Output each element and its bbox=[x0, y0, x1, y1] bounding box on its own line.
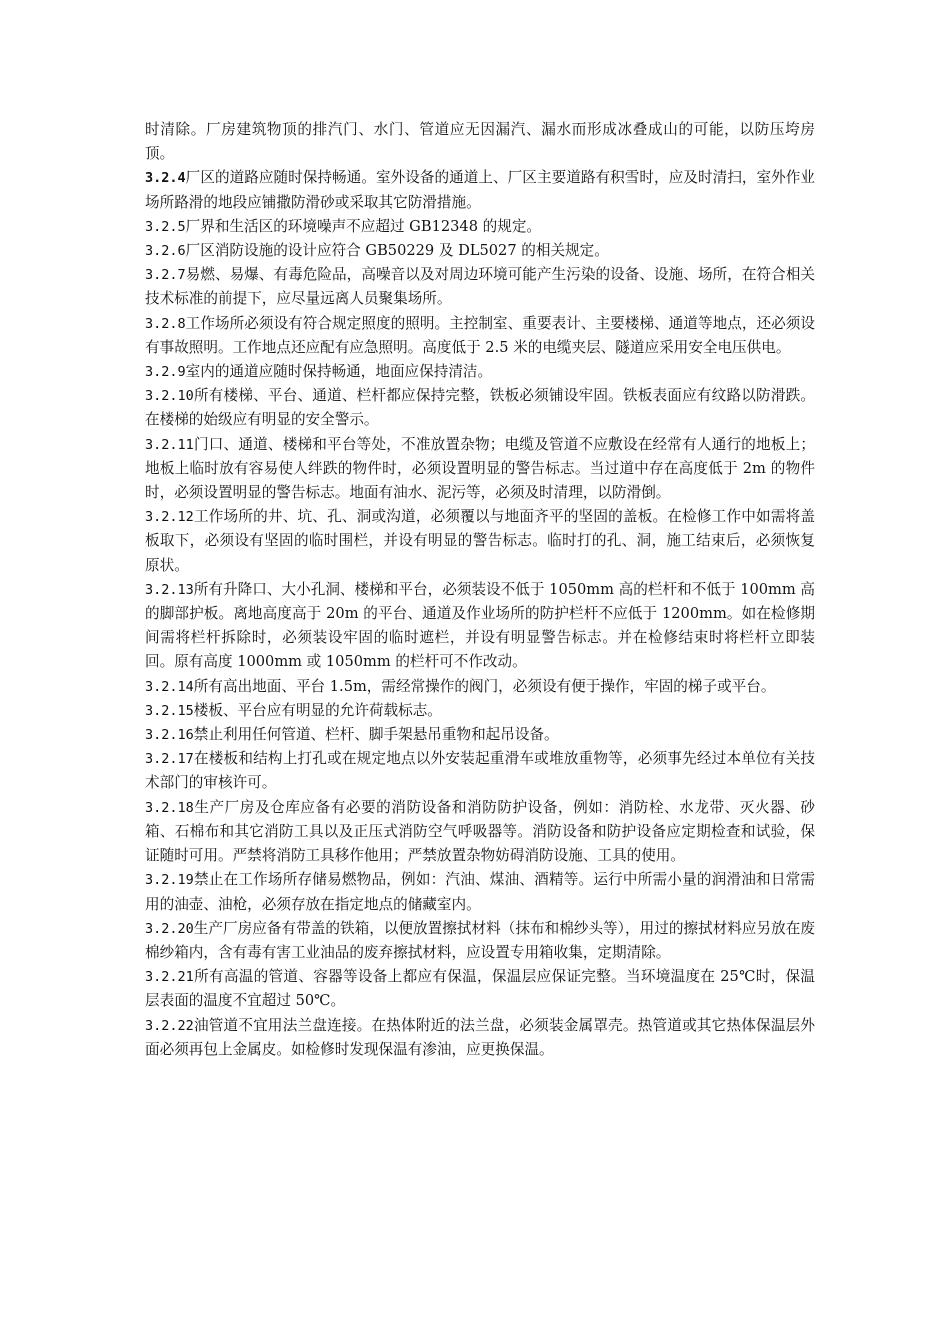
clause-text: 生产厂房应备有带盖的铁箱，以便放置擦拭材料（抹布和棉纱头等），用过的擦拭材料应另放在废棉纱箱内，含有毒有害工业油品的废弃擦拭材料，应设置专用箱收集，定期清除。 bbox=[145, 919, 815, 961]
clause-3-2-17 bbox=[145, 747, 815, 795]
clause-number: 3.2.6 bbox=[145, 243, 186, 260]
clause-number: 3.2.11 bbox=[145, 436, 194, 453]
clause-number: 3.2.10 bbox=[145, 388, 194, 405]
clause-text: 易燃、易爆、有毒危险品，高噪音以及对周边环境可能产生污染的设备、设施、场所，在符合相关技术标准的前提下，应尽量远离人员聚集场所。 bbox=[145, 266, 815, 308]
clause-3-2-13 bbox=[145, 578, 815, 675]
clause-text: 工作场所的井、坑、孔、洞或沟道，必须覆以与地面齐平的坚固的盖板。在检修工作中如需将盖板取下，必须设有坚固的临时围栏，并设有明显的警告标志。临时打的孔、洞，施工结束后，必须恢复原状。 bbox=[145, 508, 815, 574]
clause-number: 3.2.17 bbox=[145, 751, 194, 768]
clause-text: 在楼板和结构上打孔或在规定地点以外安装起重滑车或堆放重物等，必须事先经过本单位有关技术部门的审核许可。 bbox=[145, 750, 815, 792]
clause-number: 3.2.7 bbox=[145, 267, 186, 284]
clause-text: 油管道不宜用法兰盘连接。在热体附近的法兰盘，必须装金属罩壳。热管道或其它热体保温层外面必须再包上金属皮。如检修时发现保温有渗油，应更换保温。 bbox=[145, 1016, 815, 1058]
clause-number: 3.2.21 bbox=[145, 969, 194, 986]
clause-text: 厂区的道路应随时保持畅通。室外设备的通道上、厂区主要道路有积雪时，应及时清扫，室外作业场所路滑的地段应铺撒防滑砂或采取其它防滑措施。 bbox=[145, 169, 815, 211]
clause-text: 所有升降口、大小孔洞、楼梯和平台，必须装设不低于 1050mm 高的栏杆和不低于 100mm 高的脚部护板。离地高度高于 20m 的平台、通道及作业场所的防护栏杆不应低于 1200mm。如在检修期间需将栏杆拆除时，必须装设牢固的临时遮栏，并设有明显警告标志。并在检修结束时将栏杆立即装回。原有高度 1000mm 或 1050mm 的栏杆可不作改动。 bbox=[145, 580, 815, 671]
clause-text: 时清除。厂房建筑物顶的排汽门、水门、管道应无因漏汽、漏水而形成冰叠成山的可能，以防压垮房顶。 bbox=[145, 121, 815, 163]
clause-3-2-10 bbox=[145, 384, 815, 432]
clause-3-2-9 bbox=[145, 360, 815, 384]
clause-number: 3.2.14 bbox=[145, 678, 194, 695]
clause-number: 3.2.5 bbox=[145, 218, 186, 235]
clause-3-2-11 bbox=[145, 433, 815, 506]
clause-3-2-21 bbox=[145, 965, 815, 1013]
clause-text: 工作场所必须设有符合规定照度的照明。主控制室、重要表计、主要楼梯、通道等地点，还必须设有事故照明。工作地点还应配有应急照明。高度低于 2.5 米的电缆夹层、隧道应采用安全电压供电。 bbox=[145, 314, 815, 356]
clause-3-2-14 bbox=[145, 675, 815, 699]
clause-3-2-12 bbox=[145, 505, 815, 578]
clause-number: 3.2.9 bbox=[145, 364, 186, 381]
clause-text: 生产厂房及仓库应备有必要的消防设备和消防防护设备，例如：消防栓、水龙带、灭火器、砂箱、石棉布和其它消防工具以及正压式消防空气呼吸器等。消防设备和防护设备应定期检查和试验，保证随时可用。严禁将消防工具移作他用；严禁放置杂物妨碍消防设施、工具的使用。 bbox=[145, 798, 815, 865]
clause-text: 所有高温的管道、容器等设备上都应有保温，保温层应保证完整。当环境温度在 25℃时，保温层表面的温度不宜超过 50℃。 bbox=[145, 968, 815, 1010]
clause-text: 厂区消防设施的设计应符合 GB50229 及 DL5027 的相关规定。 bbox=[185, 242, 609, 260]
clause-number: 3.2.16 bbox=[145, 727, 194, 744]
clause-number: 3.2.20 bbox=[145, 920, 194, 937]
clause-text: 室内的通道应随时保持畅通，地面应保持清洁。 bbox=[185, 363, 493, 381]
clause-3-2-15 bbox=[145, 699, 815, 723]
clause-text: 楼板、平台应有明显的允许荷载标志。 bbox=[193, 701, 442, 719]
clause-number: 3.2.13 bbox=[145, 581, 194, 598]
clause-text: 门口、通道、楼梯和平台等处，不准放置杂物；电缆及管道不应敷设在经常有人通行的地板上；地板上临时放有容易使人绊跌的物件时，必须设置明显的警告标志。当过道中存在高度低于 2m 的物件时，必须设置明显的警告标志。地面有油水、泥污等，必须及时清理，以防滑倒。 bbox=[145, 435, 815, 502]
clause-text: 所有楼梯、平台、通道、栏杆都应保持完整，铁板必须铺设牢固。铁板表面应有纹路以防滑跌。在楼梯的始级应有明显的安全警示。 bbox=[145, 387, 815, 429]
clause-3-2-20 bbox=[145, 917, 815, 965]
clause-text: 所有高出地面、平台 1.5m，需经常操作的阀门，必须设有便于操作，牢固的梯子或平台。 bbox=[193, 677, 776, 695]
paragraph-continuation bbox=[145, 118, 815, 166]
clause-3-2-16 bbox=[145, 723, 815, 747]
document-page bbox=[145, 118, 815, 1062]
clause-text: 禁止利用任何管道、栏杆、脚手架悬吊重物和起吊设备。 bbox=[193, 726, 559, 744]
clause-text: 禁止在工作场所存储易燃物品，例如：汽油、煤油、酒精等。运行中所需小量的润滑油和日常需用的油壶、油枪，必须存放在指定地点的储藏室内。 bbox=[145, 871, 815, 913]
clause-number: 3.2.22 bbox=[145, 1017, 194, 1034]
clause-3-2-22 bbox=[145, 1014, 815, 1062]
clause-number: 3.2.19 bbox=[145, 872, 194, 889]
clause-number: 3.2.8 bbox=[145, 315, 186, 332]
clause-3-2-8 bbox=[145, 312, 815, 360]
clause-3-2-7 bbox=[145, 263, 815, 311]
clause-3-2-4 bbox=[145, 166, 815, 214]
clause-3-2-18 bbox=[145, 796, 815, 869]
clause-number: 3.2.15 bbox=[145, 702, 194, 719]
clause-3-2-6 bbox=[145, 239, 815, 263]
clause-3-2-19 bbox=[145, 868, 815, 916]
clause-3-2-5 bbox=[145, 215, 815, 239]
clause-number: 3.2.12 bbox=[145, 509, 194, 526]
clause-number: 3.2.18 bbox=[145, 799, 194, 816]
clause-text: 厂界和生活区的环境噪声不应超过 GB12348 的规定。 bbox=[185, 217, 542, 235]
clause-number: 3.2.4 bbox=[145, 170, 186, 187]
